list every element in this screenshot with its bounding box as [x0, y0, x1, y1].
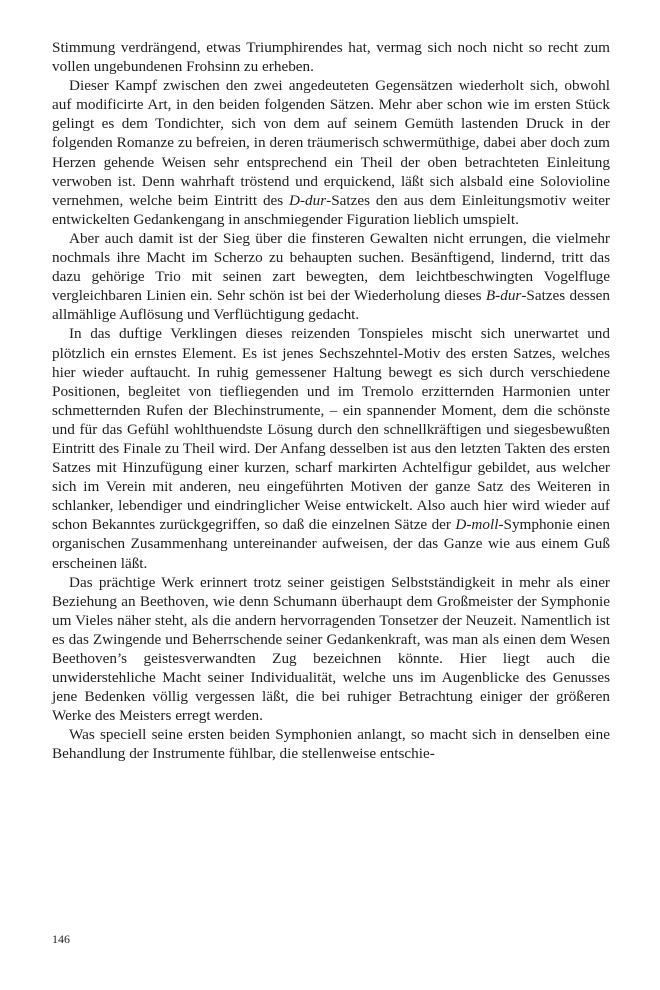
paragraph-text: Aber auch damit ist der Sieg über die finsteren Gewalten nicht errungen, die vielmehr nochmals ihre Macht im Scherzo zu behaupten suchen. Besänftigend, lindernd, tritt das dazu gehörige Trio mit seinen zart bewegten, dem leichtbeschwingten Vogelfluge vergleichbaren Linien ein. Sehr schön ist bei der Wiederholung dieses [52, 229, 610, 305]
paragraph-text: Dieser Kampf zwischen den zwei angedeuteten Gegensätzen wiederholt sich, obwohl auf modificirte Art, in den beiden folgenden Sätzen. Mehr aber schon wie im ersten Stück gelingt es dem Tondichter, sich von dem auf seinem Gemüth lastenden Druck in der folgenden Romanze zu befreien, in deren träumerisch schwermüthige, dabei aber doch zum Herzen gehende Weisen sehr entsprechend ein Theil der oben betrachteten Einleitung verwoben ist. Denn wahrhaft tröstend und erquickend, läßt sich alsbald eine Solovioline vernehmen, welche beim Eintritt des [52, 77, 610, 209]
emphasis-text: D-dur [289, 191, 327, 209]
paragraph-text: Das prächtige Werk erinnert trotz seiner geistigen Selbstständigkeit in mehr als einer Beziehung an Beethoven, wie denn Schumann überhaupt dem Großmeister der Symphonie um Vieles näher steht, als die andern hervorragenden Tonsetzer der Neuzeit. Namentlich ist es das Zwingende und Beherrschende seiner Gedankenkraft, was man als einen dem Wesen Beethoven’s geistesverwandten Zug bezeichnen könnte. Hier liegt auch die unwiderstehliche Macht seiner Individualität, welche uns im Augenblicke des Genusses jene Bedenken völlig vergessen läßt, die bei ruhiger Betrachtung einiger der größeren Werke des Meisters erregt werden. [52, 573, 610, 725]
paragraph-text: -Satzes den aus dem Einleitungsmotiv weiter entwickelten Gedankengang in anschmiegender Figuration lieblich umspielt. [52, 191, 610, 228]
paragraph [52, 573, 610, 726]
paragraph [52, 324, 610, 572]
page-number: 146 [52, 932, 70, 946]
paragraph-text: Stimmung verdrängend, etwas Triumphirendes hat, vermag sich noch nicht so recht zum vollen ungebundenen Frohsinn zu erheben. [52, 39, 610, 76]
paragraph-text: -Symphonie einen organischen Zusammenhang untereinander aufweisen, der das Ganze wie aus einem Guß erscheinen läßt. [52, 516, 610, 572]
paragraph [52, 725, 610, 763]
emphasis-text: B-dur [485, 287, 522, 305]
book-page-text [52, 38, 610, 764]
paragraph [52, 229, 610, 324]
emphasis-text: D-moll [455, 516, 499, 534]
paragraph [52, 38, 610, 76]
paragraph-text: -Satzes dessen allmählige Auflösung und Verflüchtigung gedacht. [52, 287, 611, 324]
paragraph-text: In das duftige Verklingen dieses reizenden Tonspieles mischt sich unerwartet und plötzlich ein ernstes Element. Es ist jenes Sechszehntel-Motiv des ersten Satzes, welches hier wieder auftaucht. In ruhig gemessener Haltung bewegt es sich durch verschiedene Positionen, begleitet von tiefliegenden und im Tremolo erzitternden Harmonien unter schmetternden Rufen der Blechinstrumente, – ein spannender Moment, dem die schönste und für das Gefühl wohlthuendste Lösung durch den schnellkräftigen und siegesbewußten Eintritt des Finale zu Theil wird. Der Anfang desselben ist aus den letzten Takten des ersten Satzes mit Hinzufügung einer kurzen, scharf markirten Achtelfigur gebildet, aus welcher sich im Verein mit anderen, neu eingeführten Motiven der ganze Satz des Weiteren in schlanker, lebendiger und eindringlicher Weise entwickelt. Also auch hier wird wieder auf schon Bekanntes zurückgegriffen, so daß die einzelnen Sätze der [52, 325, 610, 534]
paragraph [52, 76, 610, 229]
paragraph-text: Was speciell seine ersten beiden Symphonien anlangt, so macht sich in denselben eine Behandlung der Instrumente fühlbar, die stellenweise entschie- [52, 726, 610, 763]
